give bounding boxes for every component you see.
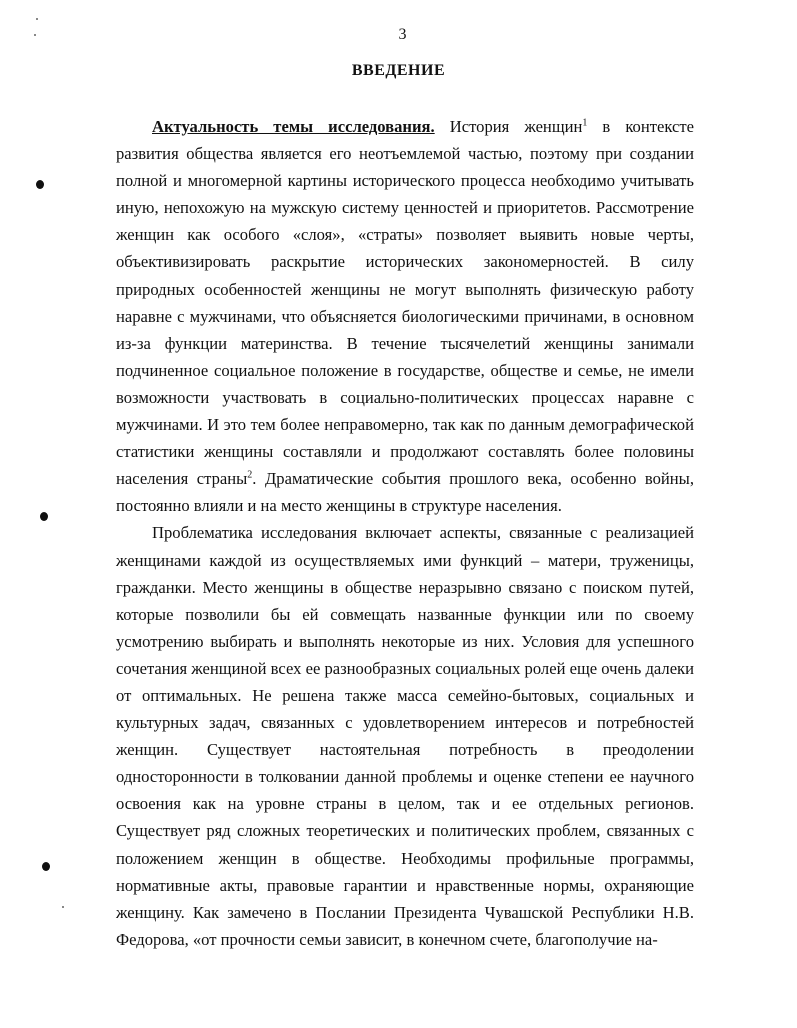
scan-speck — [62, 906, 64, 908]
page-number: 3 — [398, 26, 407, 43]
paragraph-text: в контексте развития общества является его неотъемлемой частью, поэтому при создании полной и многомерной картины исторического процесса необходимо учитывать иную, непохожую на мужскую систему ценностей и приоритетов. Рассмотрение женщин как особого «слоя», «страты» позволяет выявить новые черты, объективизировать раскрытие исторических закономерностей. В силу природных особенностей женщины не могут выполнять физическую работу наравне с мужчинами, что объясняется биологическими причинами, в основном из-за функции материнства. В течение тысячелетий женщины занимали подчиненное социальное положение в государстве, обществе и семье, не имели возможности участвовать в социально-политических процессах наравне с мужчинами. И это тем более неправомерно, так как по данным демографической статистики женщины составляли и продолжают составлять более половины населения страны — [116, 117, 694, 489]
binding-hole-mark — [36, 180, 44, 189]
paragraph-relevance — [116, 113, 694, 519]
paragraph-problematics: Проблематика исследования включает аспекты, связанные с реализацией женщинами каждой из осуществляемых ими функций – матери, труженицы, гражданки. Место женщины в обществе неразрывно связано с поиском путей, которые позволили бы ей совмещать названные функции или по своему усмотрению выбирать и выполнять некоторые из них. Условия для успешного сочетания женщиной всех ее разнообразных социальных ролей еще очень далеки от оптимальных. Не решена также масса семейно-бытовых, социальных и культурных задач, связанных с удовлетворением интересов и потребностей женщин. Существует настоятельная потребность в преодолении односторонности в толковании данной проблемы и оценке степени ее научного освоения как на уровне страны в целом, так и ее отдельных регионов. Существует ряд сложных теоретических и политических проблем, связанных с положением женщин в обществе. Необходимы профильные программы, нормативные акты, правовые гарантии и нравственные нормы, охраняющие женщину. Как замечено в Послании Президента Чувашской Республики Н.В. Федорова, «от прочности семьи зависит, в конечном счете, благополучие на- — [116, 523, 694, 949]
body-text — [116, 113, 694, 953]
binding-hole-mark — [40, 512, 48, 521]
paragraph-text: История женщин — [434, 117, 583, 136]
footnote-marker: 2 — [247, 469, 253, 481]
scan-speck — [36, 18, 38, 20]
relevance-lead: Актуальность темы исследования. — [152, 117, 435, 136]
paragraph-text: . Драматические события прошлого века, особенно войны, постоянно влияли и на место женщины в структуре населения. — [116, 469, 694, 516]
footnote-marker: 1 — [582, 117, 588, 129]
binding-hole-mark — [42, 862, 50, 871]
section-heading: ВВЕДЕНИЕ — [351, 62, 446, 79]
